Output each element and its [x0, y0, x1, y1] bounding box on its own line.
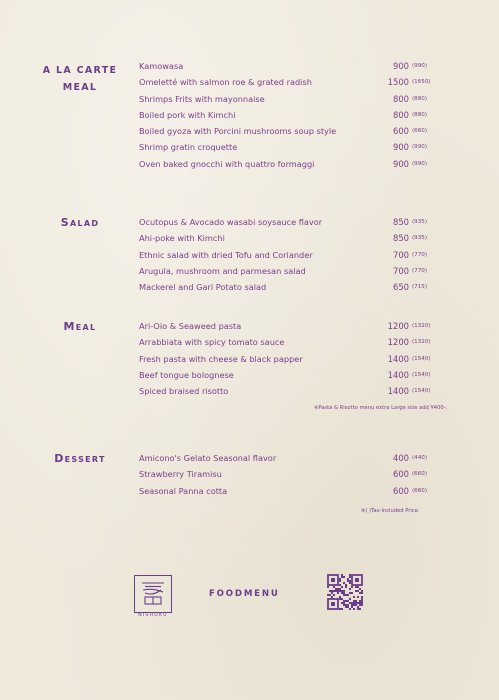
item-price: 1200 — [387, 321, 409, 331]
menu-item — [139, 139, 431, 155]
logo-mark-icon — [135, 576, 171, 612]
item-name: Shrimps Frits with mayonnaise — [139, 93, 265, 104]
item-name: Shrimp gratin croquette — [139, 142, 238, 153]
menu-item — [139, 466, 431, 482]
a-la-carte-list — [139, 58, 431, 172]
item-name: Beef tongue bolognese — [139, 369, 234, 380]
item-price: 1400 — [387, 386, 409, 397]
menu-item — [139, 279, 431, 295]
menu-item — [139, 74, 431, 90]
item-tax-price: (935) — [412, 235, 428, 242]
item-price: 700 — [393, 249, 409, 260]
menu-item — [139, 483, 431, 499]
menu-item — [139, 351, 431, 367]
qr-code-graphic — [327, 574, 363, 610]
menu-item — [139, 450, 431, 466]
menu-item — [139, 247, 431, 263]
item-tax-price: (1540) — [412, 355, 431, 362]
item-price: 900 — [393, 61, 409, 71]
item-price: 650 — [393, 282, 409, 293]
menu-item — [139, 318, 431, 334]
item-name: Amicono's Gelato Seasonal flavor — [139, 453, 277, 463]
item-name: Kamowasa — [139, 61, 184, 71]
menu-item — [139, 214, 431, 230]
item-tax-price: (660) — [412, 487, 428, 494]
item-tax-price: (770) — [412, 251, 428, 258]
item-price: 600 — [393, 469, 409, 480]
item-price: 850 — [393, 233, 409, 244]
item-tax-price: (1320) — [412, 323, 431, 329]
item-tax-price: (880) — [412, 95, 428, 102]
item-price: 1500 — [387, 77, 409, 88]
pasta-size-note: ※Pasta & Risotto menu extra Large size add ¥400-. — [314, 405, 448, 411]
item-price: 600 — [393, 126, 409, 137]
item-name: Arugula, mushroom and parmesan salad — [139, 265, 306, 276]
item-price: 800 — [393, 93, 409, 104]
item-tax-price: (715) — [412, 284, 428, 291]
restaurant-logo — [134, 575, 172, 613]
item-tax-price: (880) — [412, 111, 428, 118]
item-tax-price: (935) — [412, 219, 428, 225]
item-name: Ethnic salad with dried Tofu and Coriander — [139, 249, 313, 260]
item-tax-price: (1540) — [412, 371, 431, 378]
item-name: Mackerel and Gari Potato salad — [139, 282, 267, 293]
section-title-dessert: Dessert — [54, 452, 106, 465]
item-name: Seasonal Panna cotta — [139, 485, 228, 496]
item-tax-price: (990) — [412, 63, 428, 69]
item-price: 800 — [393, 109, 409, 120]
menu-item — [139, 91, 431, 107]
qr-code-icon[interactable] — [327, 574, 363, 610]
item-price: 1400 — [387, 353, 409, 364]
menu-item — [139, 58, 431, 74]
menu-item — [139, 367, 431, 383]
menu-item — [139, 156, 431, 172]
item-name: Boiled pork with Kimchi — [139, 109, 236, 120]
meal-list — [139, 318, 431, 399]
item-price: 600 — [393, 485, 409, 496]
item-price: 400 — [393, 453, 409, 463]
item-name: Spiced braised risotto — [139, 386, 229, 397]
section-title-meal: Meal — [63, 320, 97, 333]
item-name: Ari-Oio & Seaweed pasta — [139, 321, 242, 331]
salad-list — [139, 214, 431, 295]
item-tax-price: (770) — [412, 267, 428, 274]
item-tax-price: (990) — [412, 144, 428, 151]
section-title-salad: Salad — [60, 216, 100, 229]
item-tax-price: (990) — [412, 160, 428, 167]
item-price: 1400 — [387, 369, 409, 380]
item-name: Fresh pasta with cheese & black papper — [139, 353, 303, 364]
item-name: Oven baked gnocchi with quattro formaggi — [139, 158, 315, 169]
item-price: 900 — [393, 158, 409, 169]
dessert-list — [139, 450, 431, 499]
item-tax-price: (1540) — [412, 388, 431, 395]
item-price: 1200 — [387, 337, 409, 348]
item-tax-price: (1320) — [412, 339, 431, 346]
menu-item — [139, 263, 431, 279]
section-title-a-la-carte — [38, 62, 122, 96]
item-name: Ocutopus & Avocado wasabi soysauce flavor — [139, 217, 323, 227]
item-name: Arrabbiata with spicy tomato sauce — [139, 337, 285, 348]
item-tax-price: (440) — [412, 455, 428, 461]
section-title-line1: A LA CARTE — [42, 65, 118, 76]
logo-caption: NISHOKU — [138, 613, 168, 618]
item-name: Omeletté with salmon roe & grated radish — [139, 77, 312, 88]
item-name: Strawberry Tiramisu — [139, 469, 222, 480]
item-price: 850 — [393, 217, 409, 227]
item-price: 900 — [393, 142, 409, 153]
item-price: 700 — [393, 265, 409, 276]
menu-item — [139, 230, 431, 246]
item-tax-price: (660) — [412, 471, 428, 478]
footer-title: FOODMENU — [209, 589, 280, 599]
item-name: Boiled gyoza with Porcini mushrooms soup style — [139, 126, 337, 137]
item-tax-price: (660) — [412, 128, 428, 135]
menu-item — [139, 383, 431, 399]
section-title-line2: MEAL — [62, 82, 98, 93]
menu-item — [139, 123, 431, 139]
tax-note: ※( )Tax-included Price. — [361, 508, 420, 514]
menu-item — [139, 107, 431, 123]
item-name: Ahi-poke with Kimchi — [139, 233, 225, 244]
item-tax-price: (1650) — [412, 79, 431, 86]
menu-item — [139, 334, 431, 350]
